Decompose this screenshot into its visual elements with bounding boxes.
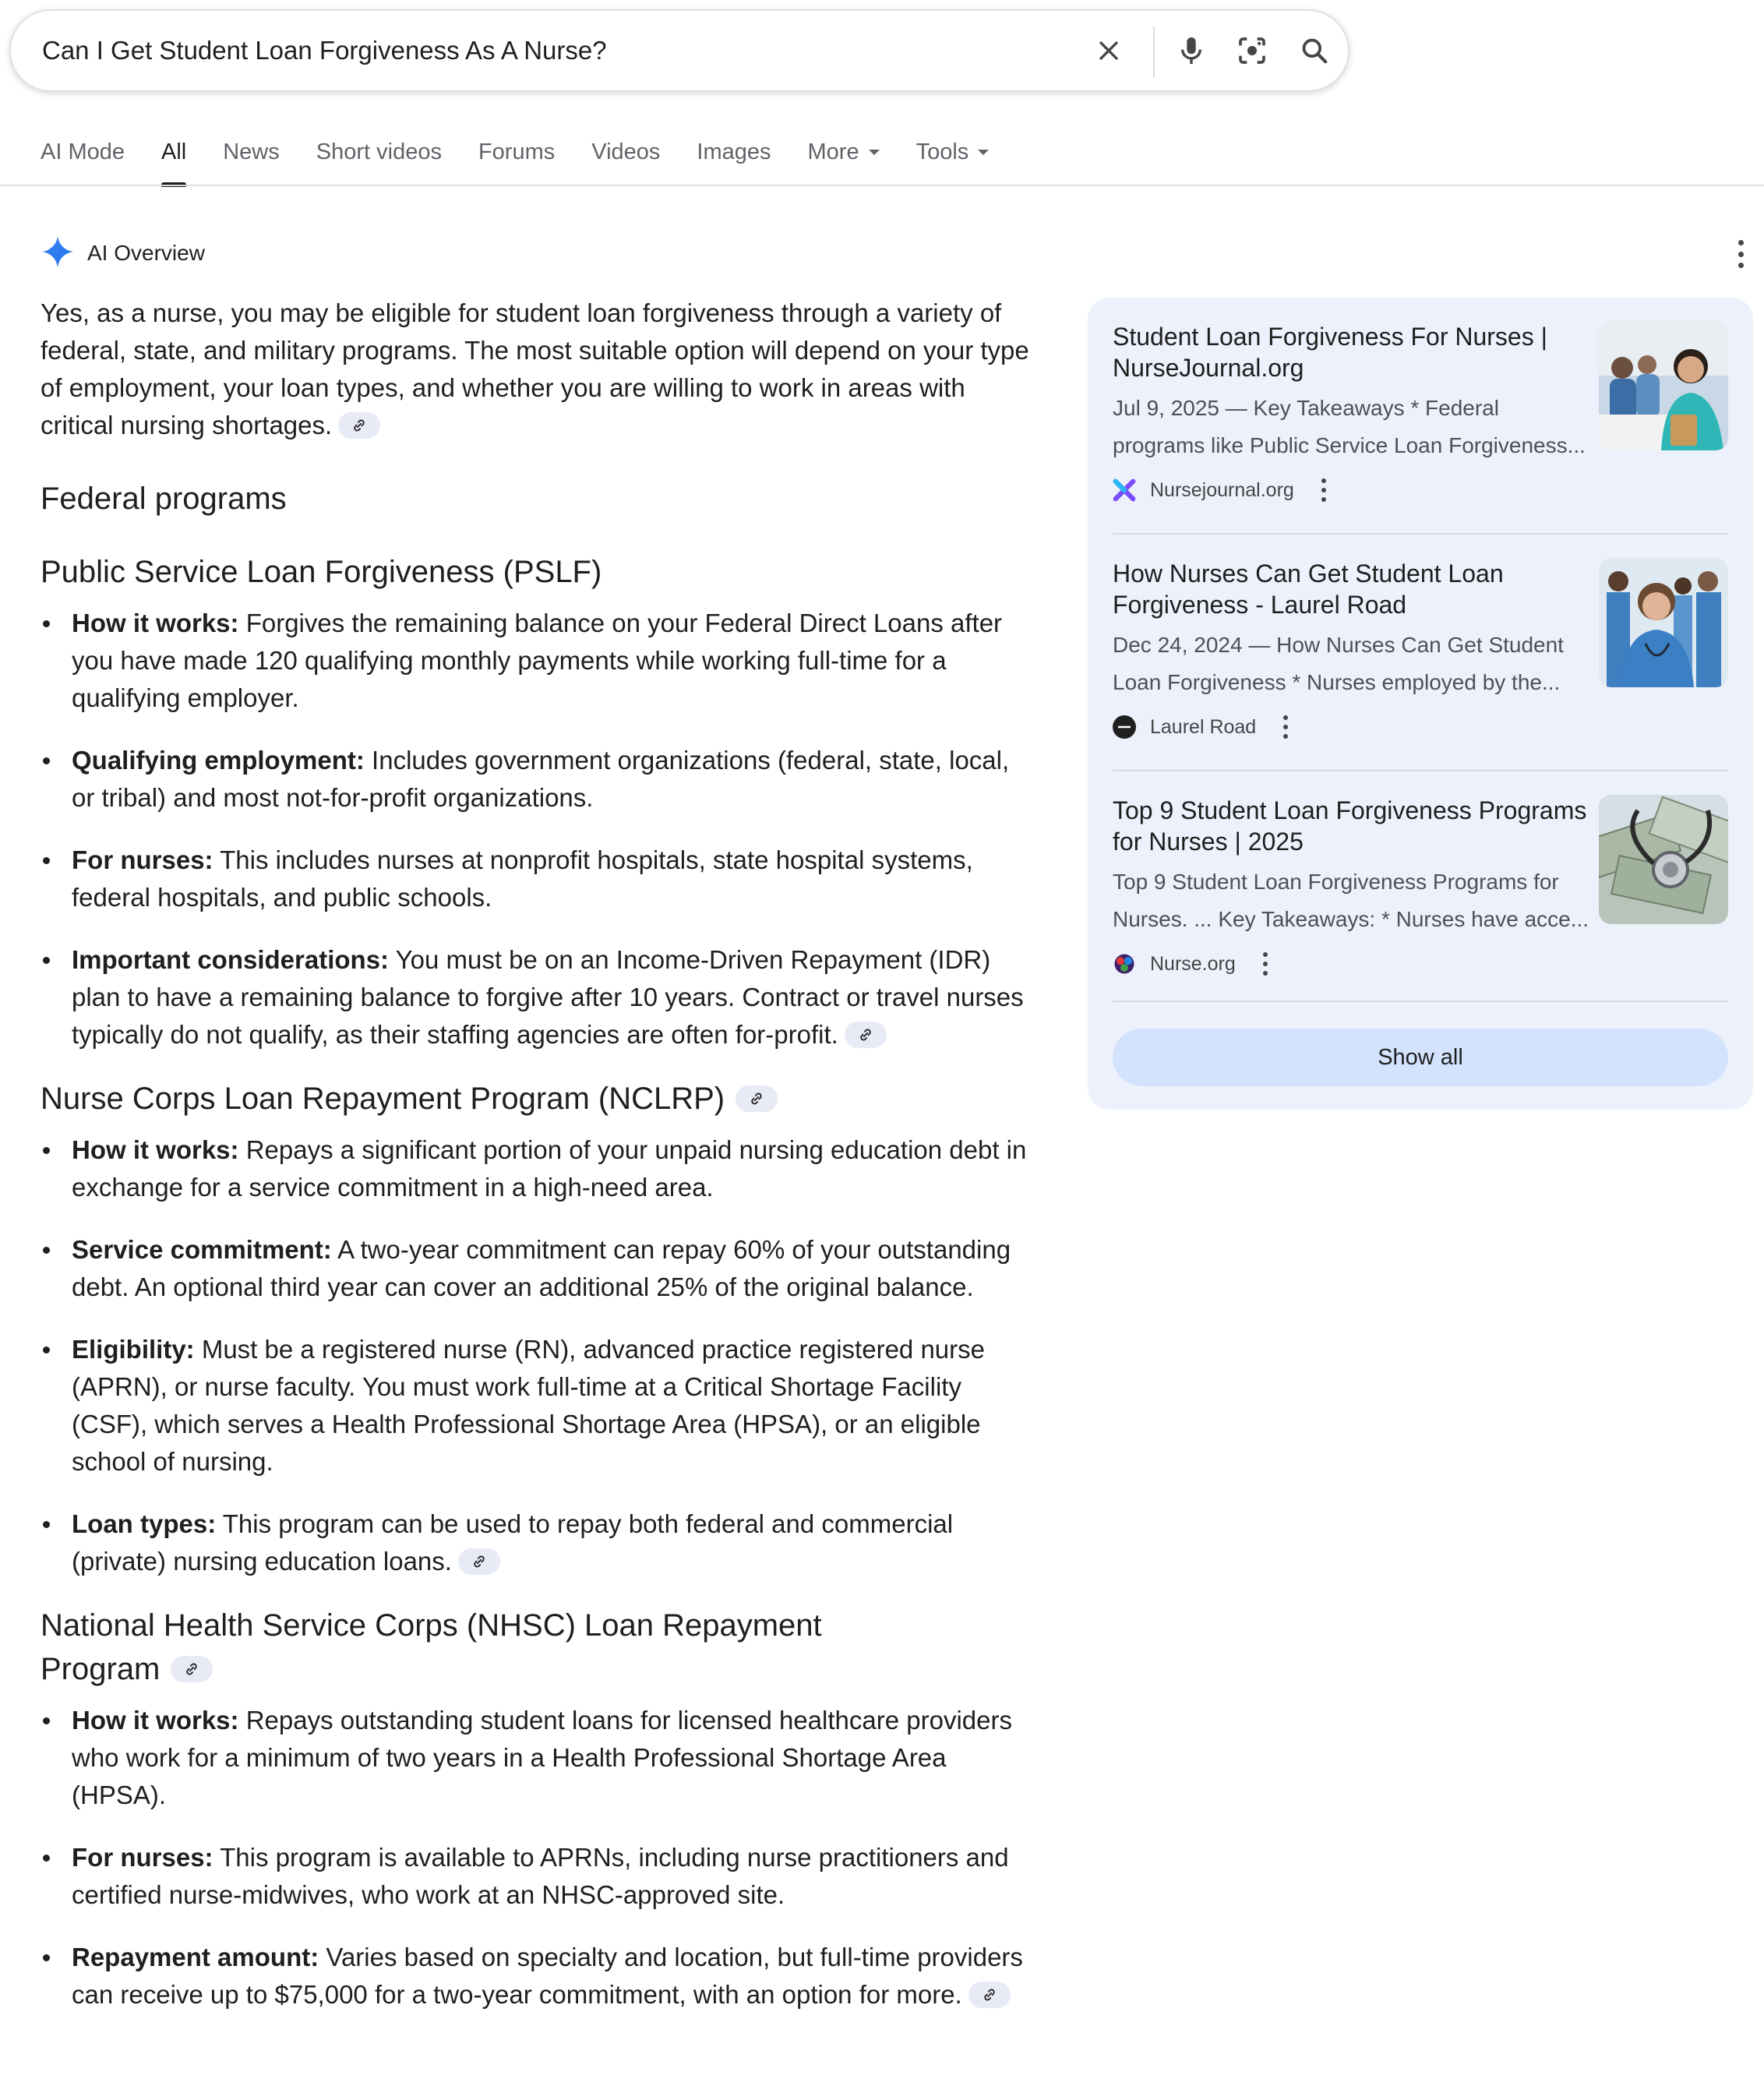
section-heading-text: National Health Service Corps (NHSC) Loan Repayment Program [41,1608,822,1686]
list-item [41,1231,1030,1306]
tab-images[interactable] [697,139,771,165]
list-item [41,605,1030,717]
tabs-divider [0,185,1764,186]
bullet-text: Varies based on specialty and location, but full-time providers can receive up to $75,000 for a two-year commitment, with an option for more. [72,1943,1023,2009]
tab-news[interactable] [223,139,280,165]
list-item [41,1131,1030,1206]
citation-link-icon[interactable] [845,1022,887,1048]
tab-label: News [223,139,280,164]
tab-ai-mode[interactable] [41,139,125,165]
pslf-list [41,605,1030,1054]
source-site: Laurel Road [1150,715,1257,738]
citation-link-icon[interactable] [171,1656,213,1682]
bullet-label: Qualifying employment: [72,746,365,775]
tab-short-videos[interactable] [316,139,442,165]
source-meta [1113,714,1293,740]
source-divider [1113,533,1728,535]
intro-paragraph [41,295,1030,444]
lens-icon[interactable] [1233,31,1272,70]
bullet-label: How it works: [72,1135,239,1164]
nhsc-list [41,1702,1030,2014]
list-item [41,1939,1030,2014]
list-item [41,1331,1030,1481]
citation-link-icon[interactable] [338,412,380,439]
list-item [41,842,1030,916]
source-thumbnail[interactable] [1599,795,1728,924]
bullet-text: A two-year commitment can repay 60% of your outstanding debt. An optional third year can cover an additional 25% of the original balance. [72,1235,1011,1301]
bullet-label: How it works: [72,1706,239,1735]
tab-label: AI Mode [41,139,125,164]
source-title[interactable]: Student Loan Forgiveness For Nurses | NurseJournal.org [1113,323,1547,382]
intro-text: Yes, as a nurse, you may be eligible for student loan forgiveness through a variety of federal, state, and military programs. The most suitable option will depend on your type of employment, your loan types, and whether you are willing to work in areas with critical nursing shortages. [41,298,1029,439]
bullet-text: This includes nurses at nonprofit hospitals, state hospital systems, federal hospitals, and public schools. [72,845,973,912]
bullet-label: Eligibility: [72,1335,195,1364]
bullet-text: Must be a registered nurse (RN), advanced practice registered nurse (APRN), or nurse faculty. You must work full-time at a Critical Shortage Facility (CSF), which serves a Health Professional Shortage Area (HPSA), or an eligible school of nursing. [72,1335,985,1476]
caret-down-icon [978,150,989,155]
tab-label: Forums [478,139,556,164]
gemini-sparkle-icon [41,235,75,273]
source-divider [1113,1001,1728,1002]
ai-overview-title: AI Overview [87,241,205,265]
more-options-icon[interactable] [1316,478,1332,502]
show-all-button[interactable]: Show all [1113,1029,1728,1086]
search-tabs [41,132,1025,171]
nclrp-list [41,1131,1030,1580]
source-title[interactable]: How Nurses Can Get Student Loan Forgiveness - Laurel Road [1113,559,1504,619]
tab-all[interactable] [161,139,186,165]
list-item [41,941,1030,1054]
tab-label: Tools [916,139,969,164]
search-icon[interactable] [1295,31,1334,70]
tab-more[interactable] [808,139,880,165]
more-options-icon[interactable] [1731,240,1750,268]
source-title[interactable]: Top 9 Student Loan Forgiveness Programs for Nurses | 2025 [1113,796,1587,856]
section-heading-nhsc [41,1604,913,1691]
source-meta [1113,951,1273,977]
tab-label: Short videos [316,139,442,164]
bullet-label: Service commitment: [72,1235,332,1264]
source-snippet: Top 9 Student Loan Forgiveness Programs for Nurses. ... Key Takeaways: * Nurses have acce... [1113,870,1589,931]
section-heading-pslf: Public Service Loan Forgiveness (PSLF) [41,555,602,589]
source-card[interactable] [1113,795,1728,982]
citation-link-icon[interactable] [968,1982,1011,2008]
list-item [41,1839,1030,1914]
nursejournal-favicon-icon [1113,478,1136,502]
section-heading-nclrp [41,1077,1030,1121]
source-thumbnail[interactable] [1599,558,1728,687]
tab-videos[interactable] [591,139,660,165]
bullet-label: For nurses: [72,845,213,874]
sources-panel [1088,298,1753,1110]
list-item [41,742,1030,817]
search-bar [9,9,1349,92]
tab-label: More [807,139,859,164]
federal-programs-heading: Federal programs [41,482,287,516]
bullet-label: Important considerations: [72,945,390,974]
bullet-text: This program is available to APRNs, including nurse practitioners and certified nurse-midwives, who work at an NHSC-approved site. [72,1843,1009,1909]
nurseorg-favicon-icon [1113,952,1136,976]
bullet-text: Includes government organizations (federal, state, local, or tribal) and most not-for-profit organizations. [72,746,1010,812]
caret-down-icon [869,150,880,155]
tab-label: Videos [591,139,661,164]
citation-link-icon[interactable] [458,1548,500,1575]
laurelroad-favicon-icon [1113,715,1136,739]
tab-forums[interactable] [478,139,555,165]
source-snippet: Jul 9, 2025 — Key Takeaways * Federal programs like Public Service Loan Forgiveness... [1113,396,1586,457]
citation-link-icon[interactable] [736,1085,778,1112]
bullet-text: You must be on an Income-Driven Repayment (IDR) plan to have a remaining balance to forgive after 10 years. Contract or travel nurses typically do not qualify, as their staffing agencies are often for-profit. [72,945,1024,1049]
list-item [41,1505,1030,1580]
source-thumbnail[interactable] [1599,321,1728,450]
bullet-text: This program can be used to repay both federal and commercial (private) nursing education loans. [72,1509,954,1576]
list-item [41,1702,1030,1814]
source-card[interactable] [1113,558,1728,745]
source-card[interactable] [1113,321,1728,508]
microphone-icon[interactable] [1172,31,1211,70]
source-divider [1113,770,1728,771]
source-meta [1113,477,1332,503]
bullet-label: Loan types: [72,1509,217,1538]
ai-overview-body [41,295,1030,2038]
close-icon[interactable] [1089,31,1128,70]
bullet-label: Repayment amount: [72,1943,319,1971]
tab-label: Images [697,139,771,164]
tab-tools[interactable] [916,139,990,165]
search-divider [1153,26,1155,78]
source-snippet: Dec 24, 2024 — How Nurses Can Get Student Loan Forgiveness * Nurses employed by the... [1113,633,1564,694]
bullet-label: For nurses: [72,1843,213,1872]
section-heading-text: Nurse Corps Loan Repayment Program (NCLRP) [41,1082,725,1116]
source-site: Nurse.org [1150,952,1236,975]
bullet-label: How it works: [72,609,239,637]
bullet-text: Repays outstanding student loans for licensed healthcare providers who work for a minimum of two years in a Health Professional Shortage Area (HPSA). [72,1706,1012,1809]
tab-label: All [161,139,187,164]
bullet-text: Repays a significant portion of your unpaid nursing education debt in exchange for a service commitment in a high-need area. [72,1135,1027,1202]
bullet-text: Forgives the remaining balance on your Federal Direct Loans after you have made 120 qualifying monthly payments while working full-time for a qualifying employer. [72,609,1003,712]
search-input[interactable] [42,11,1055,90]
more-options-icon[interactable] [1278,715,1293,739]
more-options-icon[interactable] [1258,952,1273,976]
ai-overview-header [41,234,205,273]
source-site: Nursejournal.org [1150,478,1294,501]
